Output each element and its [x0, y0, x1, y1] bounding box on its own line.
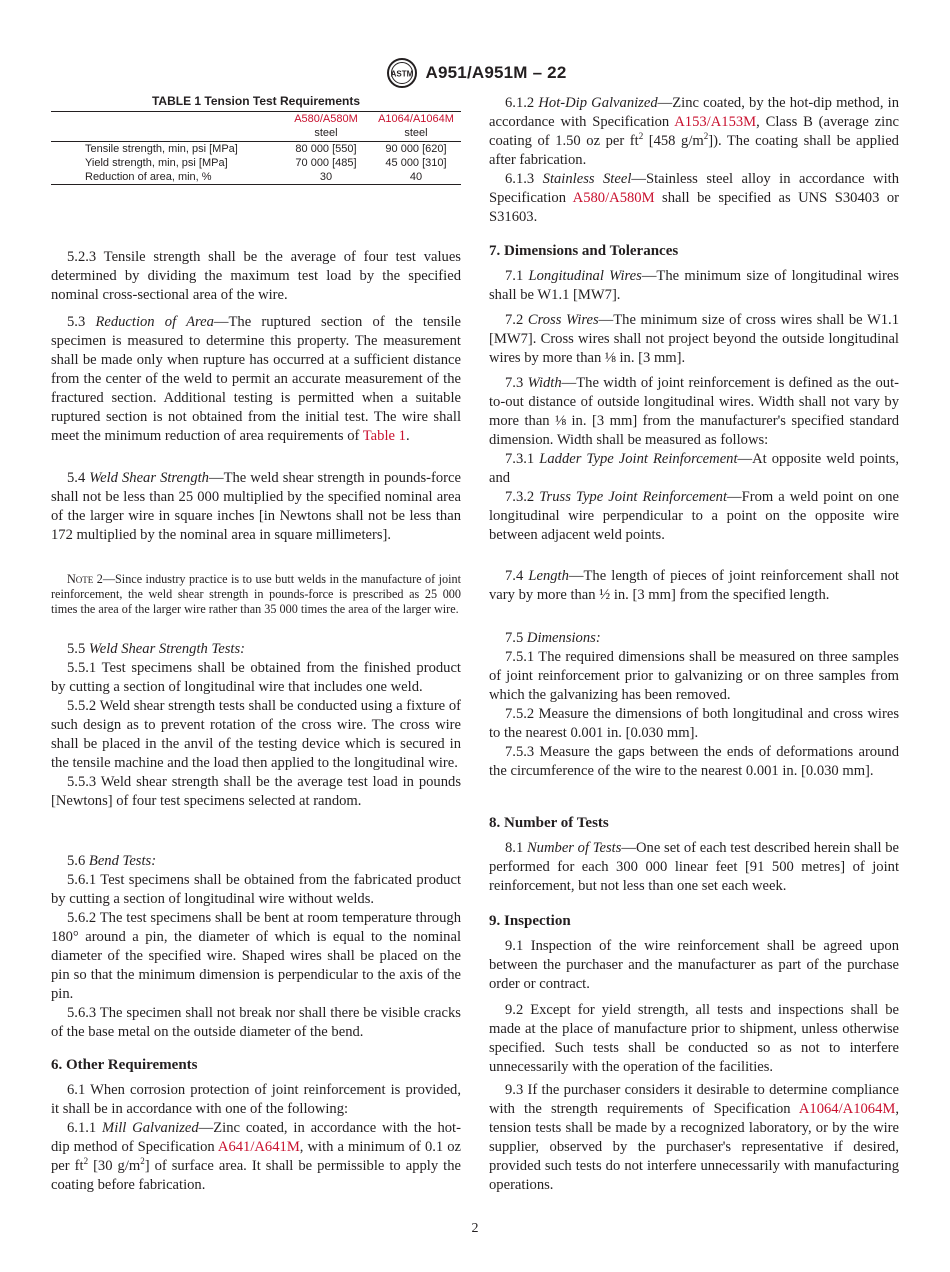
- table-row: [51, 156, 461, 170]
- para-7-3: 7.3 Width—The width of joint reinforcement is defined as the out-to-out distance of outside longitudinal wires. Width shall not vary by more than ⅛ in. [3 mm] from the manufacturer's specified standard dimension. Width shall be measured as follows: 7.3.1 Ladder Type Joint Reinforcement—At opposite weld points, and 7.3.2 Truss Type Joint Reinforcement—From a weld point on one longitudinal wire perpendicular to a point on the opposite wire between adjacent weld points.: [489, 375, 899, 543]
- para-5-6: 5.6 Bend Tests: 5.6.1 Test specimens shall be obtained from the fabricated product by cutting a section of longitudinal wire without welds. 5.6.2 The test specimens shall be bent at room temperature through 180° around a pin, the diameter of which is equal to the nominal diameter of the specified wire. Shaped wires shall be placed on the pin so that the minimum dimension is perpendicular to the axis of the pin. 5.6.3 The specimen shall not break nor shall there be visible cracks of the base metal on the outside diameter of the bend.: [51, 853, 461, 1040]
- para-5-5-2: 5.5.2 Weld shear strength tests shall be conducted using a fixture of such design as to prevent rotation of the cross wire. The cross wire shall be placed in the anvil of the testing device which is secured in the tensile machine and the load then applied to the longitudinal wire.: [51, 698, 461, 771]
- para-7-4: 7.4 Length—The length of pieces of joint reinforcement shall not vary by more than ½ in. [3 mm] from the specified length.: [489, 568, 899, 603]
- table-header-row-2: [51, 126, 461, 140]
- table-col-2-subheader: steel: [404, 127, 428, 139]
- section-8-heading: 8. Number of Tests: [489, 815, 609, 831]
- section-9-heading: 9. Inspection: [489, 913, 571, 929]
- page-header: [0, 57, 950, 94]
- section-6-heading: 6. Other Requirements: [51, 1057, 198, 1073]
- table-row-label: Yield strength, min, psi [MPa]: [85, 157, 228, 169]
- table-cell: 70 000 [485]: [295, 157, 357, 169]
- para-5-4: 5.4 Weld Shear Strength—The weld shear strength in pounds-force shall not be less than 25 000 multiplied by the specified nominal area of the larger wire in square inches [in Newtons shall not be less than 172 multiplied by the nominal area in square millimeters].: [51, 470, 461, 543]
- para-5-5-3: 5.5.3 Weld shear strength shall be the average test load in pounds [Newtons] of four test specimens selected at random.: [51, 774, 461, 809]
- para-8-1: 8.1 Number of Tests—One set of each test described herein shall be performed for each 300 000 linear feet [91 500 metres] of joint reinforcement, but not less than one set each week.: [489, 840, 899, 894]
- table-col-1-header[interactable]: A580/A580M: [294, 113, 358, 125]
- table-1-title: TABLE 1 Tension Test Requirements: [151, 94, 361, 108]
- para-5-5-1: 5.5.1 Test specimens shall be obtained from the finished product by cutting a section of longitudinal wire that includes one weld.: [51, 660, 461, 695]
- table-row: [51, 170, 461, 184]
- para-9-2: 9.2 Except for yield strength, all tests and inspections shall be made at the place of manufacture prior to shipment, unless otherwise specified. Such tests shall be conducted so as not to interfere unnecessarily with the operation of the facilities.: [489, 1002, 899, 1075]
- table-col-1-subheader: steel: [314, 127, 338, 139]
- a580-link[interactable]: A580/A580M: [572, 190, 655, 206]
- para-6-1-1: 6.1.1 Mill Galvanized—Zinc coated, in accordance with the hot-dip method of Specification A641/A641M, with a minimum of 0.1 oz per $ft^2$ [30 $g/m^2$] of surface area. It shall be permissible to apply the coating before fabrication.: [51, 1120, 461, 1193]
- para-7-2: 7.2 Cross Wires—The minimum size of cross wires shall be W1.1 [MW7]. Cross wires shall not project beyond the outside longitudinal wires by more than ⅛ in. [3 mm].: [489, 312, 899, 366]
- table-cell: 45 000 [310]: [385, 157, 447, 169]
- astm-logo-text: ASTM: [390, 69, 413, 79]
- para-7-5: 7.5 Dimensions: 7.5.1 The required dimensions shall be measured on three samples of joint reinforcement prior to galvanizing or on three samples from which the galvanizing has been removed. 7.5.2 Measure the dimensions of both longitudinal and cross wires to the nearest 0.001 in. [0.030 mm]. 7.5.3 Measure the gaps between the ends of deformations around the circumference of the wire to the nearest 0.001 in. [0.030 mm].: [489, 630, 899, 779]
- table-cell: 30: [319, 171, 333, 183]
- para-7-3-1: 7.3.1 Ladder Type Joint Reinforcement—At opposite weld points, and: [489, 451, 899, 486]
- a1064-link[interactable]: A1064/A1064M: [798, 1101, 896, 1117]
- para-5-5: 5.5 Weld Shear Strength Tests: 5.5.1 Test specimens shall be obtained from the finished product by cutting a section of longitudinal wire that includes one weld. 5.5.2 Weld shear strength tests shall be conducted using a fixture of such design as to prevent rotation of the cross wire. The cross wire shall be placed in the anvil of the testing device which is secured in the tensile machine and the load then applied to the longitudinal wire. 5.5.3 Weld shear strength shall be the average test load in pounds [Newtons] of four test specimens selected at random.: [51, 641, 461, 809]
- para-7-1: 7.1 Longitudinal Wires—The minimum size of longitudinal wires shall be W1.1 [MW7].: [489, 268, 899, 303]
- table-row-label: Reduction of area, min, %: [85, 171, 212, 183]
- para-5-6-3: 5.6.3 The specimen shall not break nor shall there be visible cracks of the base metal on the outside diameter of the bend.: [51, 1005, 461, 1040]
- para-7-5-3: 7.5.3 Measure the gaps between the ends of deformations around the circumference of the wire to the nearest 0.001 in. [0.030 mm].: [489, 744, 899, 779]
- page-number: 2: [471, 1221, 479, 1236]
- section-7-heading: 7. Dimensions and Tolerances: [489, 243, 679, 259]
- a641-link[interactable]: A641/A641M: [217, 1139, 300, 1155]
- para-5-6-1: 5.6.1 Test specimens shall be obtained from the fabricated product by cutting a section of longitudinal wire without welds.: [51, 872, 461, 907]
- table-header-row: [51, 112, 461, 126]
- table-cell: 40: [409, 171, 423, 183]
- para-9-3: 9.3 If the purchaser considers it desirable to determine compliance with the strength requirements of Specification A1064/A1064M, tension tests shall be made by a recognized laboratory, or by the wire supplier, observed by the purchaser's representative if desired, provided such tests do not interfere unnecessarily with manufacturing operations.: [489, 1082, 900, 1193]
- table-cell: 90 000 [620]: [385, 143, 447, 155]
- para-6-1: 6.1 When corrosion protection of joint reinforcement is provided, it shall be in accordance with one of the following: 6.1.1 Mill Galvanized—Zinc coated, in accordance with the hot-dip method of Specification A641/A641M, with a minimum of 0.1 oz per $ft^2$ [30 $g/m^2$] of surface area. It shall be permissible to apply the coating before fabrication.: [51, 1082, 461, 1193]
- table-row: [51, 142, 461, 156]
- para-6-1-3: 6.1.3 Stainless Steel—Stainless steel alloy in accordance with Specification A580/A580M shall be specified as UNS S30403 or S31603.: [489, 171, 899, 225]
- table-cell: 80 000 [550]: [295, 143, 357, 155]
- para-6-1-2: 6.1.2 Hot-Dip Galvanized—Zinc coated, by the hot-dip method, in accordance with Specification A153/A153M, Class B (average zinc coating of 1.50 oz per $ft^2$ [458 $g/m^2$]). The coating shall be applied after fabrication. 6.1.3 Stainless Steel—Stainless steel alloy in accordance with Specification A580/A580M shall be specified as UNS S30403 or S31603.: [489, 95, 900, 225]
- para-7-5-1: 7.5.1 The required dimensions shall be measured on three samples of joint reinforcement prior to galvanizing or on three samples from which the galvanizing has been removed.: [489, 649, 899, 703]
- para-5-2-3: 5.2.3 Tensile strength shall be the average of four test values determined by dividing the maximum test load by the specified nominal cross-sectional area of the wire.: [51, 249, 461, 303]
- table-1-link[interactable]: Table 1: [362, 428, 406, 444]
- para-7-5-2: 7.5.2 Measure the dimensions of both longitudinal and cross wires to the nearest 0.001 in. [0.030 mm].: [489, 706, 899, 741]
- para-9-1: 9.1 Inspection of the wire reinforcement shall be agreed upon between the purchaser and the manufacturer as part of the purchase order or contract.: [489, 938, 899, 992]
- document-id: A951/A951M – 22: [425, 63, 567, 82]
- para-5-6-2: 5.6.2 The test specimens shall be bent at room temperature through 180° around a pin, the diameter of which is equal to the nominal diameter of the specified wire. Shaped wires shall be placed on the pin so that the minimum dimension is perpendicular to the axis of the pin.: [51, 910, 461, 1002]
- table-1: [51, 111, 461, 185]
- para-7-3-2: 7.3.2 Truss Type Joint Reinforcement—From a weld point on one longitudinal wire perpendicular to a point on the opposite wire between adjacent weld points.: [489, 489, 899, 543]
- table-col-2-header[interactable]: A1064/A1064M: [378, 113, 454, 125]
- para-5-3: 5.3 Reduction of Area—The ruptured section of the tensile specimen is measured to determine this property. The measurement shall be made only when rupture has occurred at a sufficient distance from the center of the weld to permit an accurate measurement of the fractured section. Additional testing is permitted when a suitable ruptured section is not obtained from the initial test. The wire shall meet the minimum reduction of area requirements of Table 1.: [51, 314, 461, 444]
- table-row-label: Tensile strength, min, psi [MPa]: [85, 143, 238, 155]
- astm-logo-icon: [384, 57, 420, 89]
- note-2: Note 2—Since industry practice is to use butt welds in the manufacture of joint reinforcement, the weld shear strength in pounds-force is prescribed as 25 000 times the area of the larger wire rather than 35 000 times the area of the larger wire.: [51, 572, 462, 616]
- a153-link[interactable]: A153/A153M: [674, 114, 757, 130]
